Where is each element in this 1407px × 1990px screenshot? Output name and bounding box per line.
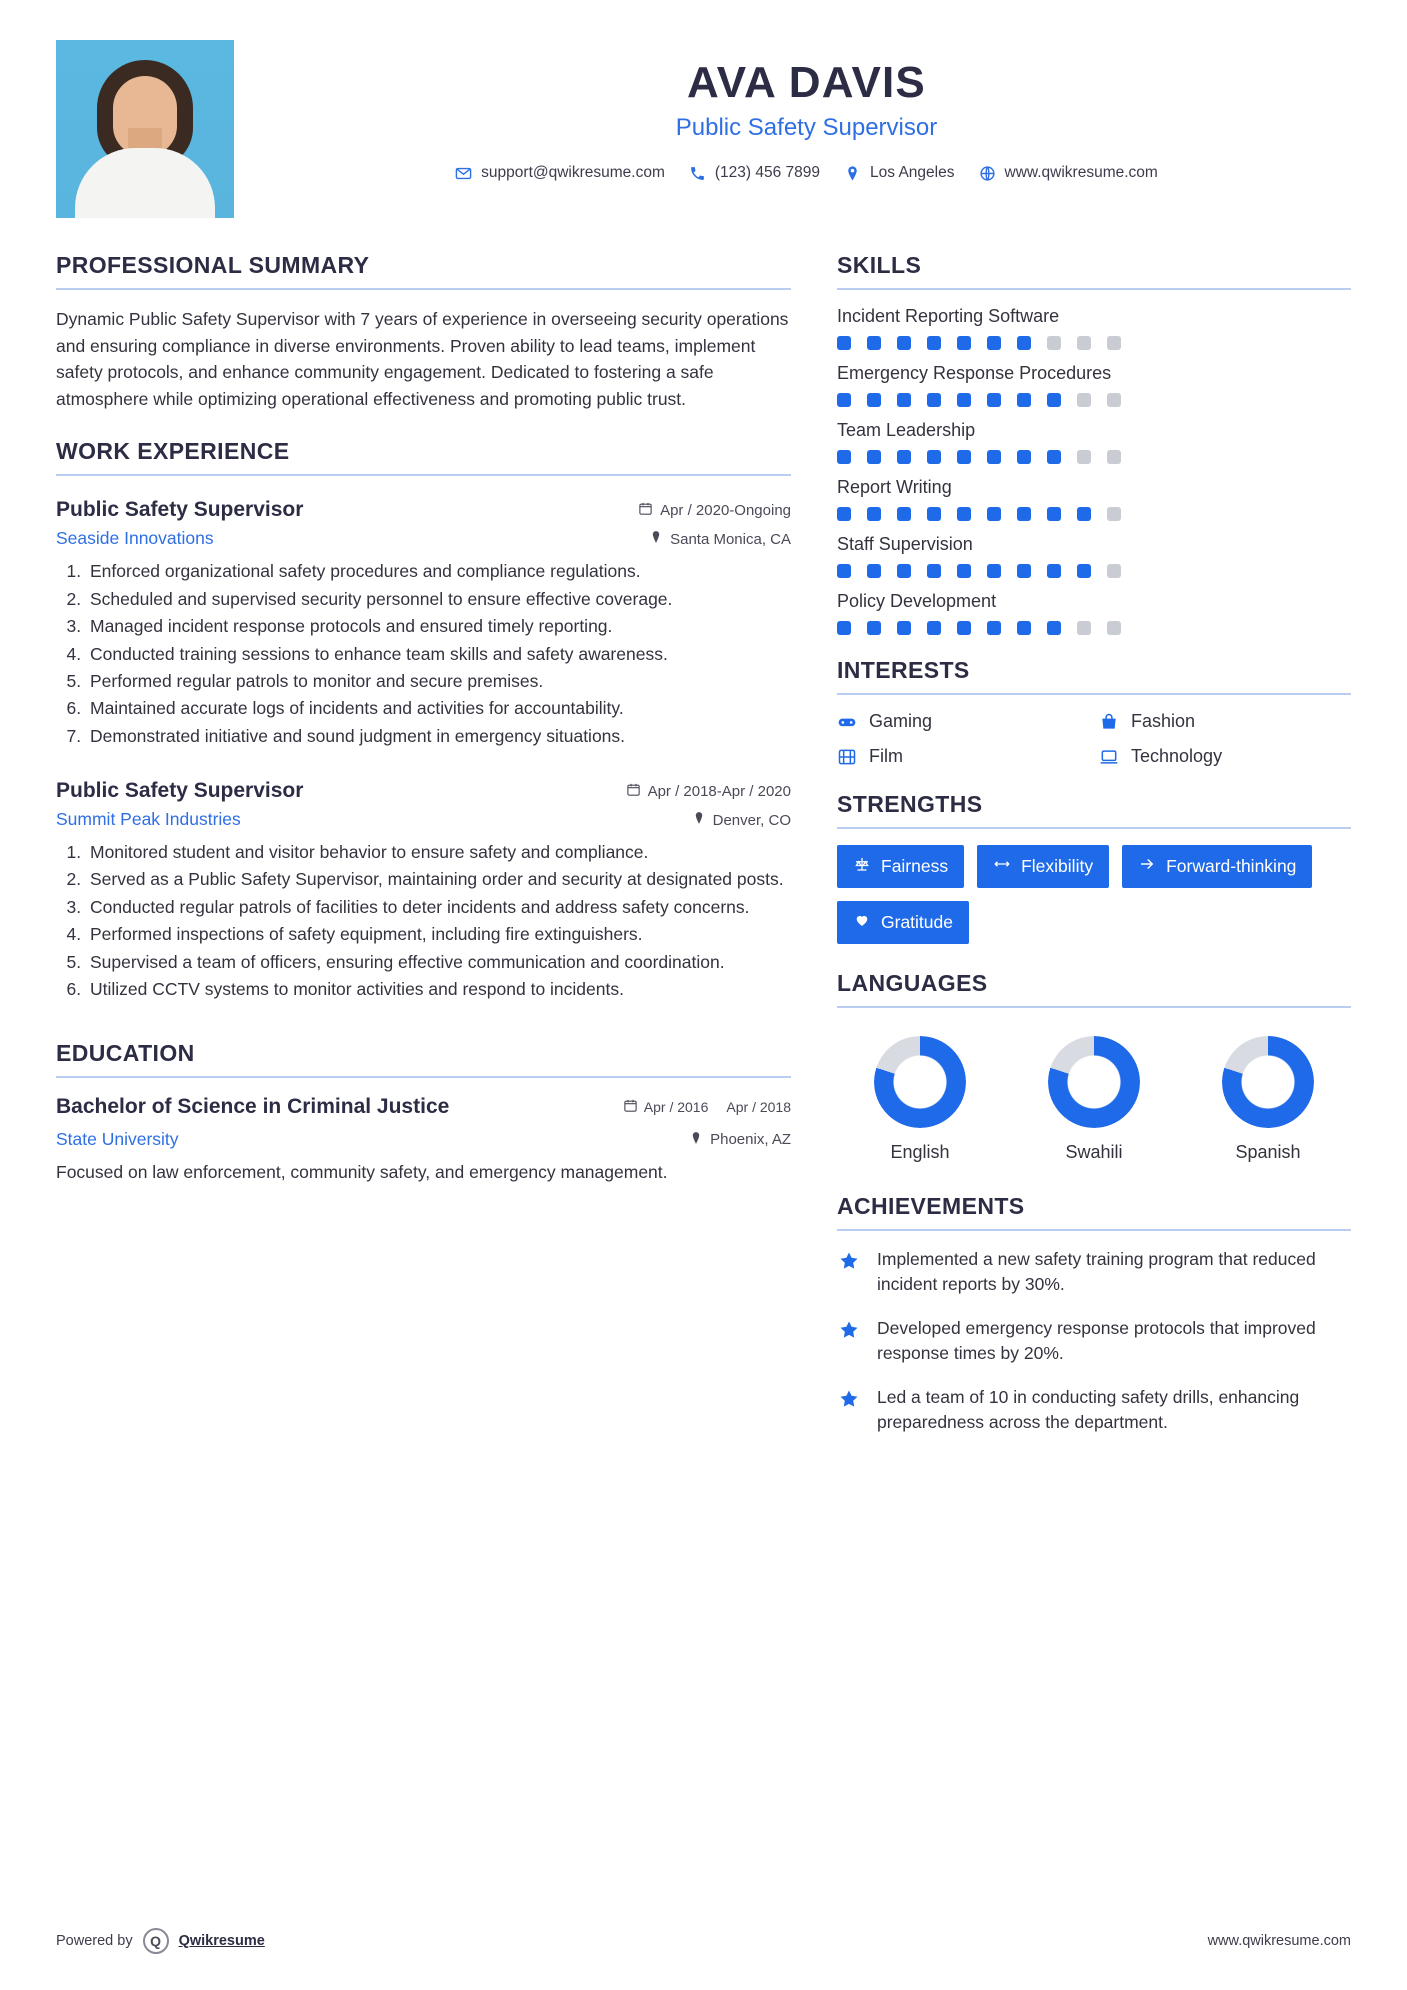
- skill-name: Policy Development: [837, 591, 997, 611]
- job-location: [692, 811, 791, 829]
- skill-level-dots: [837, 621, 1351, 635]
- job-location: [649, 530, 791, 548]
- section-languages: [837, 970, 1351, 1163]
- skill-level-dots: [837, 507, 1351, 521]
- strength-label: Fairness: [881, 856, 949, 876]
- achievement-item: [837, 1385, 1351, 1436]
- skill-dot: [1017, 621, 1031, 635]
- section-interests: [837, 657, 1351, 767]
- skill-dot: [837, 564, 851, 578]
- achievement-item: [837, 1316, 1351, 1367]
- strength-chip-fairness: [837, 845, 964, 888]
- section-skills: [837, 252, 1351, 635]
- section-divider: [837, 827, 1351, 829]
- skill-dot: [957, 393, 971, 407]
- job-date: [626, 782, 791, 801]
- skill-level-dots: [837, 450, 1351, 464]
- summary-text: Dynamic Public Safety Supervisor with 7 years of experience in overseeing security operations and ensuring compliance in diverse environments. Proven ability to lead teams, implement safety protocols, and enhance community engagement. Dedicated to fostering a safe atmosphere while optimizing operational effectiveness and promoting public trust.: [56, 309, 789, 409]
- skill-dot: [957, 621, 971, 635]
- skill-dot: [867, 393, 881, 407]
- skill-dot: [897, 621, 911, 635]
- skill-dot: [957, 507, 971, 521]
- job-location-text: Santa Monica, CA: [670, 530, 791, 548]
- skill-dot: [987, 507, 1001, 521]
- job-bullet: 2. Served as a Public Safety Supervisor, maintaining order and security at designated posts.: [86, 867, 791, 892]
- skill-dot: [867, 564, 881, 578]
- skill-name: Staff Supervision: [837, 534, 973, 554]
- skill-dot: [1047, 393, 1061, 407]
- achievement-text: Developed emergency response protocols that improved response times by 20%.: [877, 1317, 1316, 1364]
- skill-dot: [837, 393, 851, 407]
- gamepad-icon: [837, 712, 857, 732]
- skill-dot: [867, 450, 881, 464]
- strength-chip-forward-thinking: [1122, 845, 1312, 888]
- skill-dot: [1047, 336, 1061, 350]
- language-item: [1019, 1036, 1169, 1163]
- skill-item: [837, 477, 1351, 521]
- section-divider: [837, 1006, 1351, 1008]
- skill-item: [837, 534, 1351, 578]
- skill-dot: [837, 621, 851, 635]
- education-date-start: Apr / 2016: [643, 1099, 709, 1116]
- calendar-icon: [623, 1098, 638, 1116]
- section-divider: [56, 288, 791, 290]
- interest-item: [1099, 746, 1351, 767]
- interest-label: Gaming: [869, 711, 933, 731]
- skill-level-dots: [837, 393, 1351, 407]
- section-title-experience: WORK EXPERIENCE: [56, 438, 290, 465]
- skill-dot: [987, 393, 1001, 407]
- skill-dot: [867, 336, 881, 350]
- skill-dot: [1077, 564, 1091, 578]
- star-badge-icon: [837, 1316, 863, 1367]
- experience-item: [56, 498, 791, 749]
- skill-dot: [987, 621, 1001, 635]
- skill-name: Report Writing: [837, 477, 952, 497]
- strengths-list: [837, 845, 1351, 944]
- education-degree: Bachelor of Science in Criminal Justice: [56, 1095, 450, 1119]
- job-company: Summit Peak Industries: [56, 809, 241, 829]
- job-location-text: Denver, CO: [712, 811, 791, 829]
- job-title: Public Safety Supervisor: [56, 779, 304, 802]
- location-pin-icon: [844, 165, 861, 182]
- skill-dot: [927, 393, 941, 407]
- job-bullets: [56, 559, 791, 749]
- skill-dot: [897, 336, 911, 350]
- section-title-languages: LANGUAGES: [837, 970, 988, 996]
- section-title-interests: INTERESTS: [837, 657, 970, 683]
- skill-dot: [1107, 507, 1121, 521]
- skill-dot: [987, 336, 1001, 350]
- section-divider: [56, 474, 791, 476]
- skill-dot: [1077, 621, 1091, 635]
- skill-dot: [837, 336, 851, 350]
- section-achievements: [837, 1193, 1351, 1435]
- job-date-text: Apr / 2020-Ongoing: [660, 502, 791, 520]
- skill-dot: [927, 564, 941, 578]
- skill-dot: [1107, 336, 1121, 350]
- skill-dot: [1077, 393, 1091, 407]
- globe-icon: [979, 165, 996, 182]
- interest-item: [1099, 711, 1351, 732]
- right-column: [837, 252, 1351, 1453]
- job-date-text: Apr / 2018-Apr / 2020: [647, 783, 791, 800]
- skill-dot: [897, 393, 911, 407]
- skill-item: [837, 306, 1351, 350]
- location-pin-icon: [692, 811, 706, 829]
- skill-level-dots: [837, 564, 1351, 578]
- skill-name: Incident Reporting Software: [837, 306, 1060, 326]
- education-location: [689, 1131, 791, 1149]
- skill-dot: [957, 450, 971, 464]
- resume-header: [56, 40, 1351, 236]
- job-bullet: 7. Demonstrated initiative and sound judgment in emergency situations.: [86, 724, 791, 749]
- job-bullet: 3. Conducted regular patrols of facilities to deter incidents and address safety concerns.: [86, 895, 791, 920]
- left-column: [56, 252, 791, 1453]
- mail-icon: [455, 165, 472, 182]
- interest-item: [837, 711, 1089, 732]
- skill-dot: [927, 621, 941, 635]
- skill-dot: [1077, 507, 1091, 521]
- job-bullets: [56, 840, 791, 1002]
- brand-block: [56, 1928, 265, 1954]
- interest-item: [837, 746, 1089, 767]
- section-title-achievements: ACHIEVEMENTS: [837, 1193, 1025, 1219]
- skill-dot: [837, 507, 851, 521]
- achievement-item: [837, 1247, 1351, 1298]
- section-strengths: [837, 791, 1351, 944]
- education-item: [56, 1094, 791, 1185]
- section-divider: [56, 1076, 791, 1078]
- experience-item: [56, 779, 791, 1002]
- skill-dot: [1107, 564, 1121, 578]
- contact-location-text: Los Angeles: [870, 164, 955, 181]
- skill-dot: [1017, 336, 1031, 350]
- interest-label: Technology: [1131, 746, 1223, 766]
- skill-dot: [1047, 621, 1061, 635]
- strength-chip-flexibility: [977, 845, 1109, 888]
- skill-dot: [897, 507, 911, 521]
- arrows-horizontal-icon: [993, 855, 1011, 878]
- star-badge-icon: [837, 1385, 863, 1436]
- job-company: Seaside Innovations: [56, 528, 214, 549]
- strength-label: Forward-thinking: [1166, 856, 1297, 876]
- language-item: [845, 1036, 995, 1163]
- skill-dot: [867, 621, 881, 635]
- candidate-name: AVA DAVIS: [687, 58, 926, 107]
- skill-dot: [897, 450, 911, 464]
- skill-dot: [1017, 393, 1031, 407]
- contact-phone[interactable]: [689, 164, 820, 182]
- education-location-text: Phoenix, AZ: [710, 1131, 791, 1148]
- interest-label: Fashion: [1131, 711, 1196, 731]
- skill-item: [837, 420, 1351, 464]
- job-date: [638, 501, 791, 520]
- job-title: Public Safety Supervisor: [56, 498, 304, 522]
- education-date-end: Apr / 2018: [726, 1099, 791, 1116]
- language-progress-ring: [874, 1036, 966, 1128]
- laptop-icon: [1099, 747, 1119, 767]
- skill-level-dots: [837, 336, 1351, 350]
- skill-dot: [987, 450, 1001, 464]
- language-label: Swahili: [1065, 1142, 1123, 1162]
- interests-list: [837, 711, 1351, 767]
- skill-item: [837, 363, 1351, 407]
- heart-icon: [853, 911, 871, 934]
- contact-email[interactable]: [455, 164, 665, 182]
- strength-label: Gratitude: [881, 912, 953, 932]
- section-title-strengths: STRENGTHS: [837, 791, 983, 817]
- phone-icon: [689, 165, 706, 182]
- job-bullet: 1. Enforced organizational safety procedures and compliance regulations.: [86, 559, 791, 584]
- section-divider: [837, 1229, 1351, 1231]
- job-bullet: 6. Utilized CCTV systems to monitor activities and respond to incidents.: [86, 977, 791, 1002]
- section-education: [56, 1040, 791, 1185]
- section-title-skills: SKILLS: [837, 252, 922, 278]
- location-pin-icon: [649, 530, 663, 548]
- job-bullet: 1. Monitored student and visitor behavior to ensure safety and compliance.: [86, 840, 791, 865]
- scales-icon: [853, 855, 871, 878]
- section-divider: [837, 693, 1351, 695]
- contact-phone-text: (123) 456 7899: [714, 164, 821, 181]
- skill-dot: [1107, 450, 1121, 464]
- skill-dot: [1077, 336, 1091, 350]
- location-pin-icon: [689, 1131, 703, 1149]
- section-title-education: EDUCATION: [56, 1040, 195, 1067]
- education-date: [623, 1094, 791, 1116]
- star-badge-icon: [837, 1247, 863, 1298]
- languages-list: [837, 1024, 1351, 1163]
- skill-dot: [1077, 450, 1091, 464]
- job-bullet: 4. Conducted training sessions to enhance team skills and safety awareness.: [86, 642, 791, 667]
- skill-dot: [957, 336, 971, 350]
- job-bullet: 4. Performed inspections of safety equipment, including fire extinguishers.: [86, 922, 791, 947]
- job-bullet: 3. Managed incident response protocols and ensured timely reporting.: [86, 614, 791, 639]
- film-icon: [837, 747, 857, 767]
- language-label: English: [890, 1142, 950, 1162]
- language-item: [1193, 1036, 1343, 1163]
- achievement-text: Led a team of 10 in conducting safety drills, enhancing preparedness across the department.: [877, 1386, 1300, 1432]
- skill-dot: [867, 507, 881, 521]
- achievement-text: Implemented a new safety training program that reduced incident reports by 30%.: [877, 1249, 1316, 1295]
- contact-email-text: support@qwikresume.com: [481, 164, 665, 181]
- footer-url[interactable]: www.qwikresume.com: [1207, 1933, 1351, 1949]
- calendar-icon: [638, 501, 653, 520]
- language-progress-ring: [1048, 1036, 1140, 1128]
- skill-dot: [1017, 564, 1031, 578]
- page-footer: [56, 1928, 1351, 1954]
- candidate-role: Public Safety Supervisor: [675, 114, 938, 141]
- contact-location: [844, 164, 954, 182]
- skills-list: [837, 306, 1351, 635]
- skill-dot: [987, 564, 1001, 578]
- skill-name: Team Leadership: [837, 420, 976, 440]
- skill-dot: [1107, 621, 1121, 635]
- interest-label: Film: [869, 746, 903, 766]
- education-school: State University: [56, 1128, 179, 1149]
- powered-by-label: Powered by: [56, 1933, 133, 1949]
- contact-bar: [262, 164, 1351, 182]
- section-work-experience: [56, 438, 791, 1002]
- brand-name[interactable]: Qwikresume: [178, 1933, 265, 1949]
- skill-dot: [957, 564, 971, 578]
- arrow-right-icon: [1138, 855, 1156, 878]
- language-progress-ring: [1222, 1036, 1314, 1128]
- qwikresume-logo-icon: Q: [143, 1928, 169, 1954]
- skill-dot: [1047, 450, 1061, 464]
- skill-dot: [927, 507, 941, 521]
- avatar: [56, 40, 234, 218]
- skill-dot: [927, 450, 941, 464]
- handbag-icon: [1099, 712, 1119, 732]
- skill-dot: [837, 450, 851, 464]
- job-bullet: 5. Supervised a team of officers, ensuring effective communication and coordination.: [86, 950, 791, 975]
- education-description: Focused on law enforcement, community safety, and emergency management.: [56, 1161, 668, 1182]
- strength-label: Flexibility: [1021, 856, 1094, 876]
- section-divider: [837, 288, 1351, 290]
- skill-name: Emergency Response Procedures: [837, 363, 1112, 383]
- skill-dot: [1047, 507, 1061, 521]
- skill-dot: [1017, 507, 1031, 521]
- job-bullet: 2. Scheduled and supervised security personnel to ensure effective coverage.: [86, 587, 791, 612]
- strength-chip-gratitude: [837, 901, 969, 944]
- language-label: Spanish: [1235, 1142, 1301, 1162]
- contact-website-text: www.qwikresume.com: [1004, 164, 1158, 181]
- section-professional-summary: [56, 252, 791, 412]
- job-bullet: 5. Performed regular patrols to monitor and secure premises.: [86, 669, 791, 694]
- skill-dot: [1047, 564, 1061, 578]
- job-bullet: 6. Maintained accurate logs of incidents and activities for accountability.: [86, 696, 791, 721]
- skill-item: [837, 591, 1351, 635]
- contact-website[interactable]: [979, 164, 1158, 182]
- skill-dot: [897, 564, 911, 578]
- calendar-icon: [626, 782, 641, 801]
- skill-dot: [927, 336, 941, 350]
- skill-dot: [1017, 450, 1031, 464]
- skill-dot: [1107, 393, 1121, 407]
- section-title-summary: PROFESSIONAL SUMMARY: [56, 252, 370, 278]
